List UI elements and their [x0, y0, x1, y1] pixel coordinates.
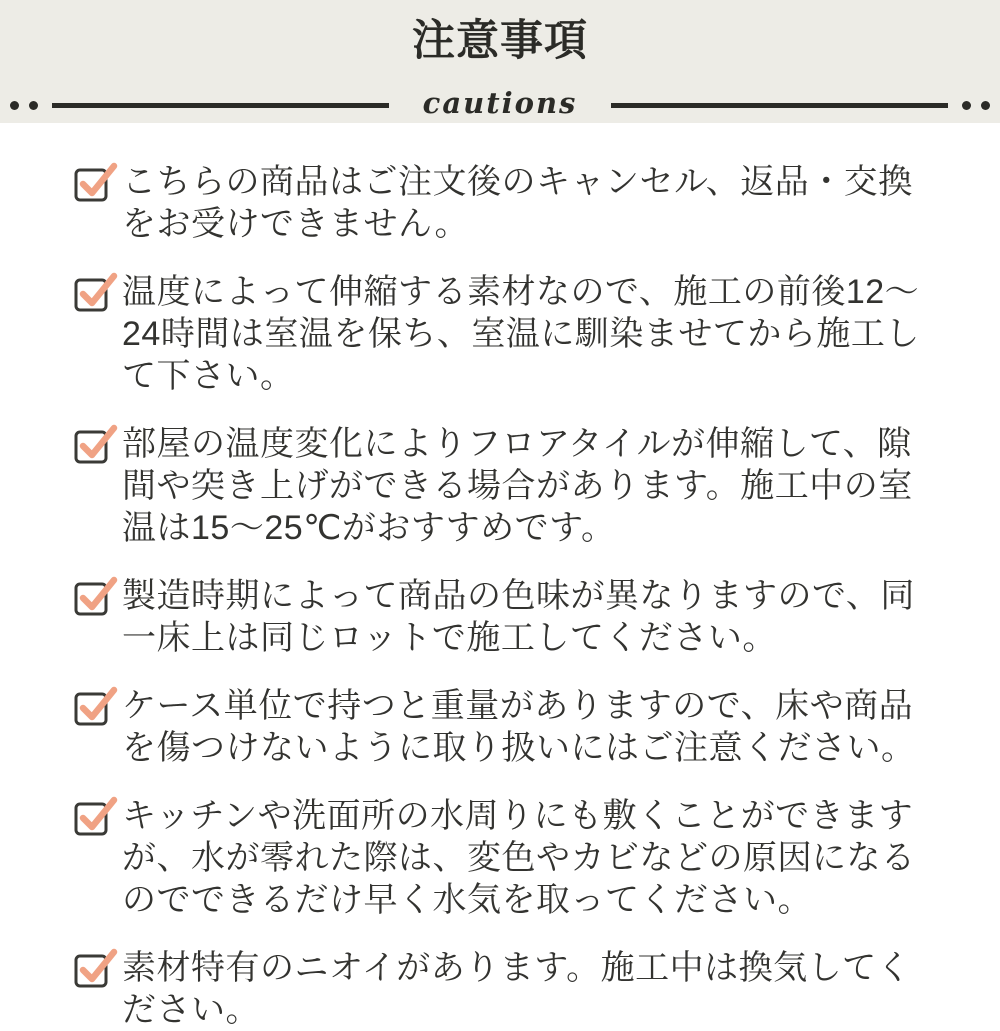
checked-checkbox-icon	[74, 424, 118, 464]
cautions-header	[0, 0, 1000, 123]
checked-checkbox-icon	[74, 686, 118, 726]
subtitle-script: cautions	[422, 86, 578, 121]
page-title: 注意事項	[412, 17, 588, 65]
checked-checkbox-icon	[74, 162, 118, 202]
caution-text: 製造時期によって商品の色味が異なりますので、同一床上は同じロットで施工してください。	[122, 577, 915, 657]
caution-text: キッチンや洗面所の水周りにも敷くことができますが、水が零れた際は、変色やカビなどの原因になるのでできるだけ早く水気を取ってください。	[122, 797, 916, 919]
checked-checkbox-icon	[74, 796, 118, 836]
checked-checkbox-icon	[74, 576, 118, 616]
caution-item	[74, 423, 940, 549]
divider-line-right	[611, 103, 948, 108]
caution-item	[74, 795, 940, 921]
title-divider	[0, 88, 1000, 122]
divider-dot-icon	[10, 101, 19, 110]
caution-item	[74, 271, 940, 397]
caution-text: ケース単位で持つと重量がありますので、床や商品を傷つけないように取り扱いにはご注意ください。	[122, 687, 916, 767]
divider-line-left	[52, 103, 389, 108]
checked-checkbox-icon	[74, 948, 118, 988]
caution-text: こちらの商品はご注文後のキャンセル、返品・交換をお受けできません。	[122, 163, 913, 243]
caution-item	[74, 161, 940, 245]
caution-text: 温度によって伸縮する素材なので、施工の前後12〜24時間は室温を保ち、室温に馴染ませてから施工して下さい。	[122, 273, 920, 395]
divider-dot-icon	[962, 101, 971, 110]
checked-checkbox-icon	[74, 272, 118, 312]
caution-item	[74, 947, 940, 1031]
caution-text: 素材特有のニオイがあります。施工中は換気してください。	[122, 949, 912, 1029]
divider-dot-icon	[29, 101, 38, 110]
caution-item	[74, 575, 940, 659]
divider-dot-icon	[981, 101, 990, 110]
caution-text: 部屋の温度変化によりフロアタイルが伸縮して、隙間や突き上げができる場合があります。施工中の室温は15〜25℃がおすすめです。	[122, 425, 913, 547]
cautions-list	[0, 123, 1000, 1031]
caution-item	[74, 685, 940, 769]
